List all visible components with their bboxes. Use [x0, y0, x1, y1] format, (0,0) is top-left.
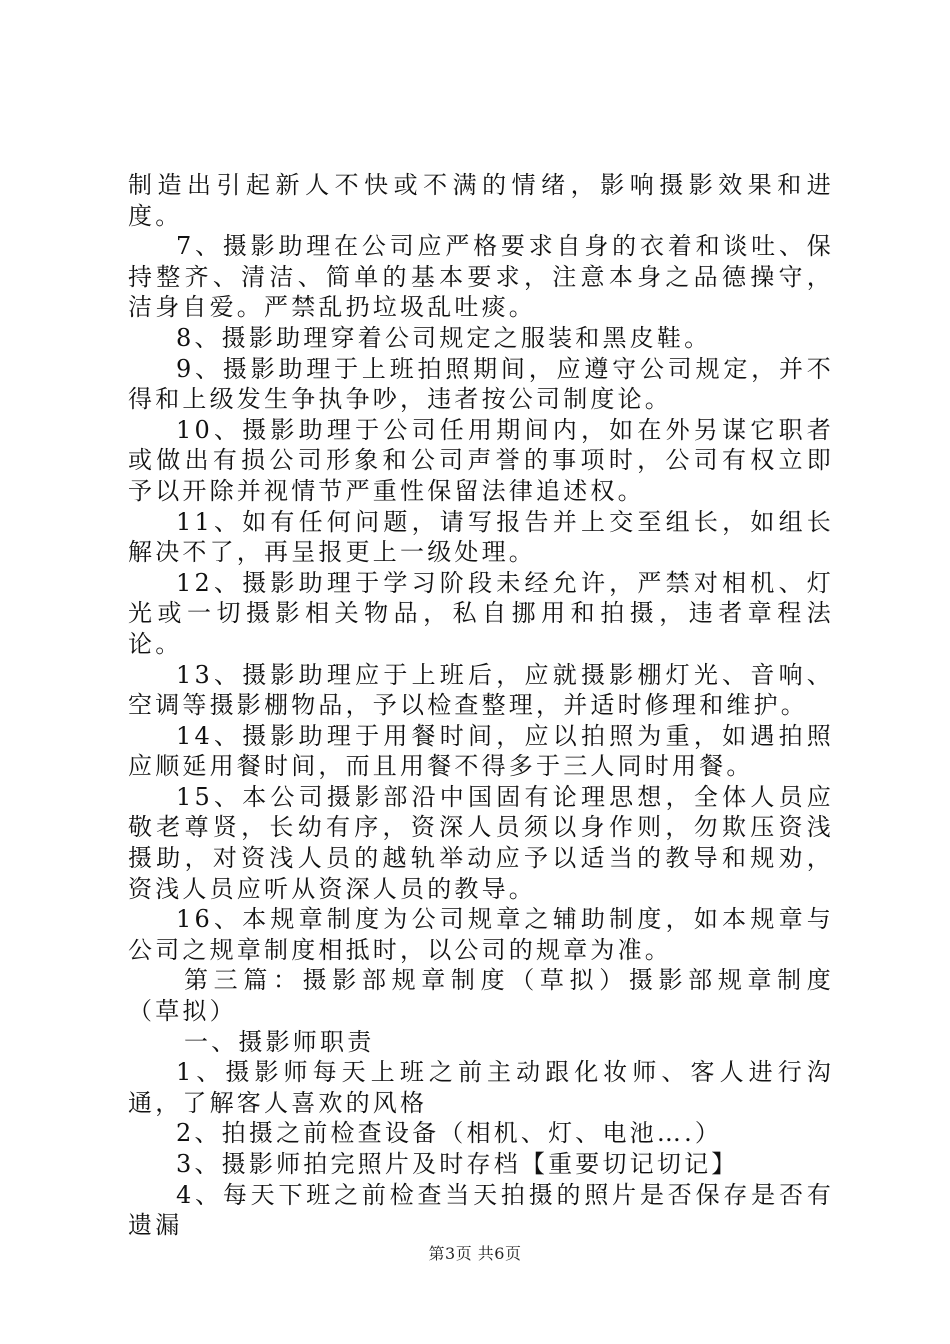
paragraph-item-15: 15、本公司摄影部沿中国固有论理思想，全体人员应敬老尊贤，长幼有序，资深人员须以身作则，勿欺压资浅摄助，对资浅人员的越轨举动应予以适当的教导和规劝，资浅人员应听从资深人员的教导。	[128, 782, 834, 903]
paragraph-item-16: 16、本规章制度为公司规章之辅助制度，如本规章与公司之规章制度相抵时，以公司的规章为准。	[128, 905, 834, 964]
paragraph-item-9: 9、摄影助理于上班拍照期间，应遵守公司规定，并不得和上级发生争执争吵，违者按公司制度论。	[128, 354, 834, 414]
paragraph-item-7: 7、摄影助理在公司应严格要求自身的衣着和谈吐、保持整齐、清洁、简单的基本要求，注意本身之品德操守，洁身自爱。严禁乱扔垃圾乱吐痰。	[128, 232, 834, 322]
document-body	[128, 170, 834, 1241]
paragraph-item-14: 14、摄影助理于用餐时间，应以拍照为重，如遇拍照应顺延用餐时间，而且用餐不得多于三人同时用餐。	[128, 721, 834, 781]
paragraph-item-13: 13、摄影助理应于上班后，应就摄影棚灯光、音响、空调等摄影棚物品，予以检查整理，并适时修理和维护。	[128, 660, 834, 720]
duty-item-1: 1、摄影师每天上班之前主动跟化妆师、客人进行沟通，了解客人喜欢的风格	[128, 1058, 834, 1117]
section-title: 第三篇：摄影部规章制度（草拟）摄影部规章制度（草拟）	[128, 966, 834, 1026]
paragraph-item-12: 12、摄影助理于学习阶段未经允许，严禁对相机、灯光或一切摄影相关物品，私自挪用和拍摄，违者章程法论。	[128, 568, 834, 658]
section-heading-photographer-duties: 一、摄影师职责	[184, 1027, 375, 1056]
page-number-footer: 第3页 共6页	[428, 1244, 522, 1263]
duty-item-2: 2、拍摄之前检查设备（相机、灯、电池….）	[176, 1119, 723, 1148]
duty-item-4: 4、每天下班之前检查当天拍摄的照片是否保存是否有遗漏	[128, 1180, 834, 1240]
paragraph-continuation: 制造出引起新人不快或不满的情绪，影响摄影效果和进度。	[128, 171, 834, 230]
paragraph-item-10: 10、摄影助理于公司任用期间内，如在外另谋它职者或做出有损公司形象和公司声誉的事项时，公司有权立即予以开除并视情节严重性保留法律追述权。	[128, 415, 834, 505]
duty-item-3: 3、摄影师拍完照片及时存档【重要切记切记】	[176, 1150, 739, 1178]
paragraph-item-11: 11、如有任何问题，请写报告并上交至组长，如组长解决不了，再呈报更上一级处理。	[128, 507, 834, 567]
paragraph-item-8: 8、摄影助理穿着公司规定之服装和黑皮鞋。	[176, 323, 712, 352]
